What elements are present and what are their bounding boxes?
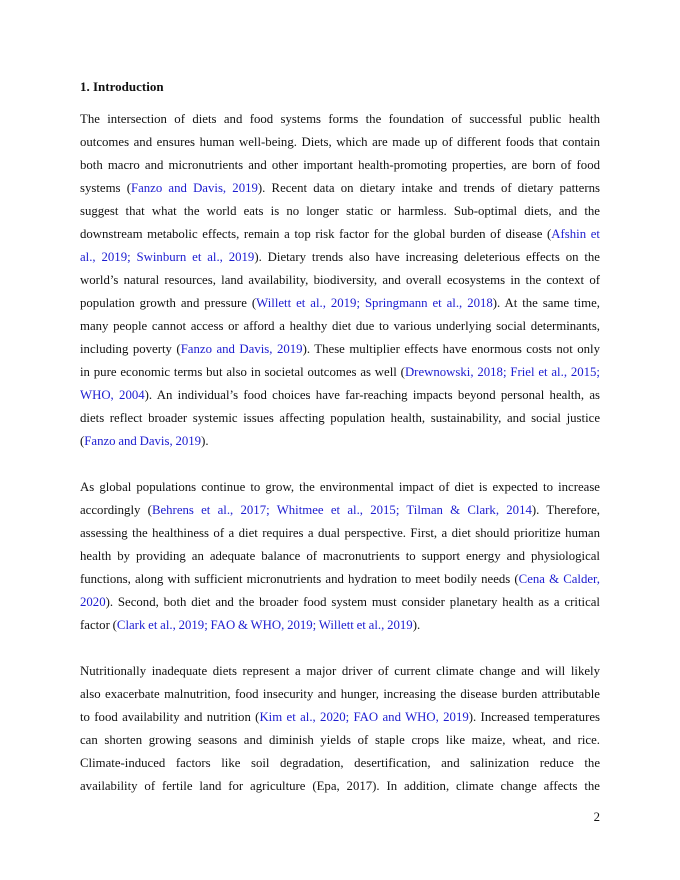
text-line [80,729,600,752]
text-line [80,499,600,522]
text-line [80,292,600,315]
body-text: ). An individual’s food choices have far-reaching impacts beyond personal health, as [144,388,600,402]
body-text: many people cannot access or afford a healthy diet due to various underlying social determinants, [80,319,600,333]
citation-link[interactable]: Fanzo and Davis, 2019 [130,181,258,195]
citation-link[interactable]: Drewnowski, 2018; Friel et al., 2015; [404,365,600,379]
body-text: ). [412,618,421,632]
citation-link[interactable]: WHO, 2004 [80,388,145,402]
text-line [80,591,600,614]
body-text: functions, along with sufficient micronutrients and hydration to meet bodily needs ( [80,572,519,586]
text-line [80,614,600,637]
text-line [80,315,600,338]
body-text: including poverty ( [80,342,181,356]
body-text: availability of fertile land for agriculture (Epa, 2017). In addition, climate change affects the [80,779,600,793]
citation-link[interactable]: Afshin et [551,227,600,241]
text-line [80,430,600,453]
citation-link[interactable]: Fanzo and Davis, 2019 [180,342,303,356]
paragraph-3 [80,660,600,798]
citation-link[interactable]: al., 2019; Swinburn et al., 2019 [80,250,255,264]
body-text: ). Recent data on dietary intake and trends of dietary patterns [257,181,601,195]
body-text: suggest that what the world eats is no longer static or harmless. Sub-optimal diets, and the [80,204,600,218]
text-line [80,338,600,361]
body-text: also exacerbate malnutrition, food insecurity and hunger, increasing the disease burden attributable [80,687,600,701]
text-line [80,775,600,798]
text-line [80,269,600,292]
citation-link[interactable]: Willett et al., 2019; Springmann et al., 2018 [256,296,493,310]
body-text: The intersection of diets and food systems forms the foundation of successful public health [80,112,600,126]
body-text: health by providing an adequate balance of macronutrients to support energy and physiological [80,549,600,563]
text-line [80,545,600,568]
text-line [80,200,600,223]
text-line [80,660,600,683]
text-line [80,683,600,706]
paragraph-1 [80,108,600,453]
body-text: ). At the same time, [492,296,600,310]
text-line [80,177,600,200]
text-line [80,108,600,131]
body-text: diets reflect broader systemic issues affecting population health, sustainability, and social justice [80,411,600,425]
text-line [80,476,600,499]
citation-link[interactable]: 2020 [80,595,106,609]
body-text: ). Second, both diet and the broader food system must consider planetary health as a critical [105,595,600,609]
paragraph-2 [80,476,600,637]
body-text: to food availability and nutrition ( [80,710,260,724]
body-text: Nutritionally inadequate diets represent a major driver of current climate change and will likely [80,664,600,678]
body-text: Climate-induced factors like soil degradation, desertification, and salinization reduce the [80,756,600,770]
body-text: world’s natural resources, land availability, biodiversity, and overall ecosystems in the context of [80,273,600,287]
text-line [80,131,600,154]
text-line [80,384,600,407]
body-text: outcomes and ensures human well-being. Diets, which are made up of different foods that contain [80,135,600,149]
citation-link[interactable]: Clark et al., 2019; FAO & WHO, 2019; Willett et al., 2019 [116,618,413,632]
body-text: both macro and micronutrients and other important health-promoting properties, are born of food [80,158,600,172]
body-text: assessing the healthiness of a diet requires a dual perspective. First, a diet should prioritize human [80,526,600,540]
body-text: can shorten growing seasons and diminish yields of staple crops like maize, wheat, and rice. [80,733,600,747]
body-text: in pure economic terms but also in societal outcomes as well ( [80,365,405,379]
body-text: ). Increased temperatures [468,710,600,724]
text-line [80,752,600,775]
body-text: population growth and pressure ( [80,296,257,310]
text-line [80,246,600,269]
citation-link[interactable]: Cena & Calder, [518,572,600,586]
body-text: ). Dietary trends also have increasing deleterious effects on the [254,250,600,264]
text-line [80,361,600,384]
body-text: downstream metabolic effects, remain a top risk factor for the global burden of disease ( [80,227,552,241]
body-text: systems ( [80,181,131,195]
body-text: accordingly ( [80,503,152,517]
text-line [80,568,600,591]
body-text: factor ( [80,618,117,632]
body-text: As global populations continue to grow, the environmental impact of diet is expected to increase [80,480,600,494]
body-text: ). These multiplier effects have enormous costs not only [302,342,600,356]
body-text: ). Therefore, [531,503,600,517]
text-line [80,407,600,430]
page-number: 2 [593,810,600,824]
citation-link[interactable]: Behrens et al., 2017; Whitmee et al., 2015; Tilman & Clark, 2014 [151,503,532,517]
citation-link[interactable]: Fanzo and Davis, 2019 [84,434,202,448]
text-line [80,706,600,729]
citation-link[interactable]: Kim et al., 2020; FAO and WHO, 2019 [259,710,469,724]
text-line [80,522,600,545]
body-text: ( [80,434,85,448]
text-line [80,154,600,177]
body-text: ). [201,434,209,448]
section-heading: 1. Introduction [80,79,164,94]
text-line [80,223,600,246]
